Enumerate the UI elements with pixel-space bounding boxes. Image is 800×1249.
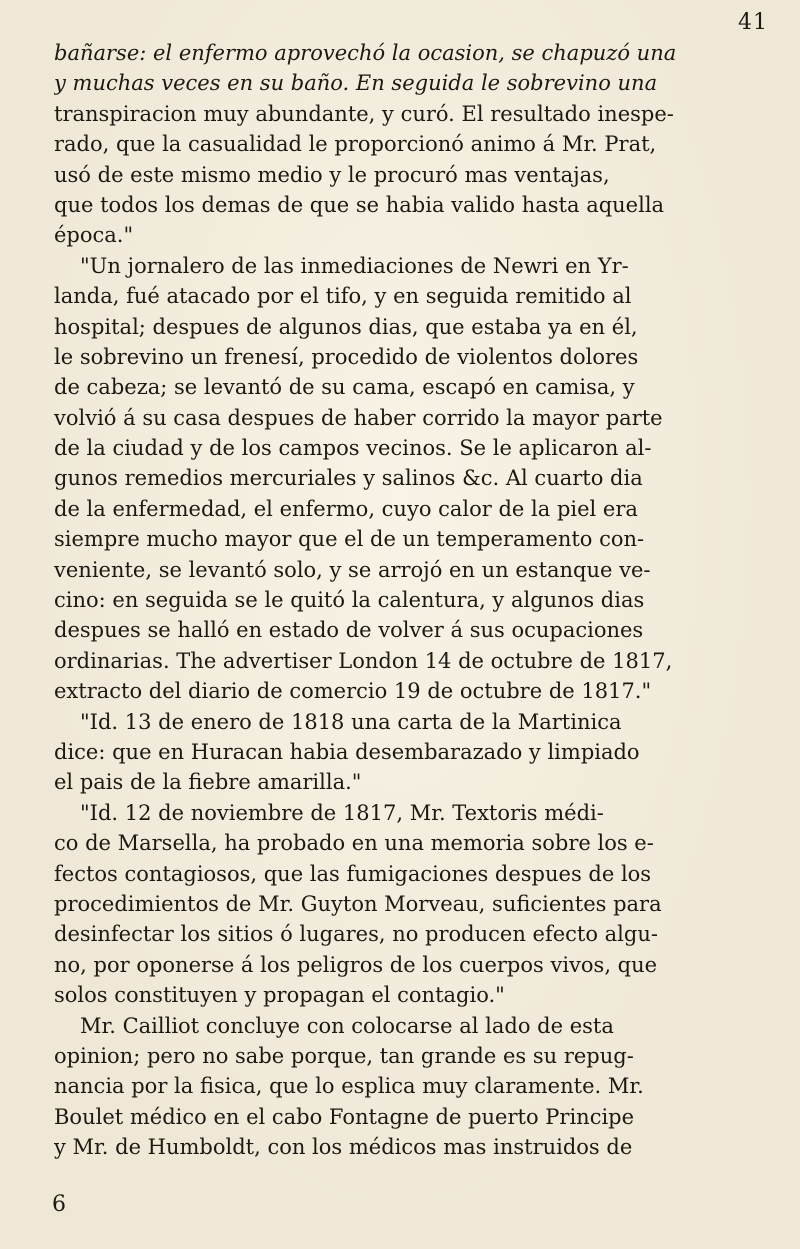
text-line: procedimientos de Mr. Guyton Morveau, suficientes para [54, 891, 662, 916]
text-line: ordinarias. The advertiser London 14 de octubre de 1817, [54, 648, 673, 673]
text-line: Mr. Cailliot concluye con colocarse al lado de esta [80, 1013, 614, 1038]
text-line: de la enfermedad, el enfermo, cuyo calor de la piel era [54, 496, 638, 521]
text-line: y Mr. de Humboldt, con los médicos mas instruidos de [54, 1135, 633, 1160]
text-line: opinion; pero no sabe porque, tan grande es su repug- [54, 1043, 634, 1068]
text-line: solos constituyen y propagan el contagio." [54, 983, 505, 1008]
text-line: usó de este mismo medio y le procuró mas ventajas, [54, 162, 610, 187]
signature-mark: 6 [52, 1192, 66, 1217]
page-number: 41 [738, 10, 768, 35]
text-line: rado, que la casualidad le proporcionó animo á Mr. Prat, [54, 132, 657, 157]
text-line: desinfectar los sitios ó lugares, no producen efecto algu- [54, 922, 658, 947]
text-line: no, por oponerse á los peligros de los cuerpos vivos, que [54, 952, 658, 977]
body-text [54, 38, 754, 1162]
text-line: "Id. 12 de noviembre de 1817, Mr. Textoris médi- [80, 800, 604, 825]
text-line: transpiracion muy abundante, y curó. El resultado inespe- [54, 101, 674, 126]
text-line: landa, fué atacado por el tifo, y en seguida remitido al [54, 284, 632, 309]
text-line: el pais de la fiebre amarilla." [54, 770, 362, 795]
text-line: bañarse: el enfermo aprovechó la ocasion, se chapuzó una [54, 41, 677, 65]
text-line: hospital; despues de algunos dias, que estaba ya en él, [54, 314, 638, 339]
text-line: Boulet médico en el cabo Fontagne de puerto Principe [54, 1104, 635, 1129]
text-line: co de Marsella, ha probado en una memoria sobre los e- [54, 831, 654, 856]
text-line: despues se halló en estado de volver á sus ocupaciones [54, 618, 644, 643]
text-line: le sobrevino un frenesí, procedido de violentos dolores [54, 344, 639, 369]
text-line: dice: que en Huracan habia desembarazado y limpiado [54, 739, 640, 764]
text-line: nancia por la fisica, que lo esplica muy claramente. Mr. [54, 1074, 644, 1099]
text-line: época." [54, 223, 134, 248]
text-line: veniente, se levantó solo, y se arrojó en un estanque ve- [54, 557, 651, 582]
text-line: y muchas veces en su baño. En seguida le sobrevino una [54, 71, 658, 96]
text-line: que todos los demas de que se habia valido hasta aquella [54, 192, 665, 217]
text-line: gunos remedios mercuriales y salinos &c. Al cuarto dia [54, 466, 643, 491]
text-line: "Un jornalero de las inmediaciones de Newri en Yr- [80, 253, 629, 278]
text-line: extracto del diario de comercio 19 de octubre de 1817." [54, 679, 652, 704]
text-line: de cabeza; se levantó de su cama, escapó en camisa, y [54, 375, 635, 400]
text-line: de la ciudad y de los campos vecinos. Se le aplicaron al- [54, 436, 652, 461]
text-line: fectos contagiosos, que las fumigaciones despues de los [54, 861, 652, 886]
text-line: siempre mucho mayor que el de un temperamento con- [54, 527, 645, 552]
text-line: cino: en seguida se le quitó la calentura, y algunos dias [54, 588, 645, 613]
text-line: volvió á su casa despues de haber corrido la mayor parte [54, 405, 663, 430]
text-line: "Id. 13 de enero de 1818 una carta de la Martinica [80, 709, 622, 734]
